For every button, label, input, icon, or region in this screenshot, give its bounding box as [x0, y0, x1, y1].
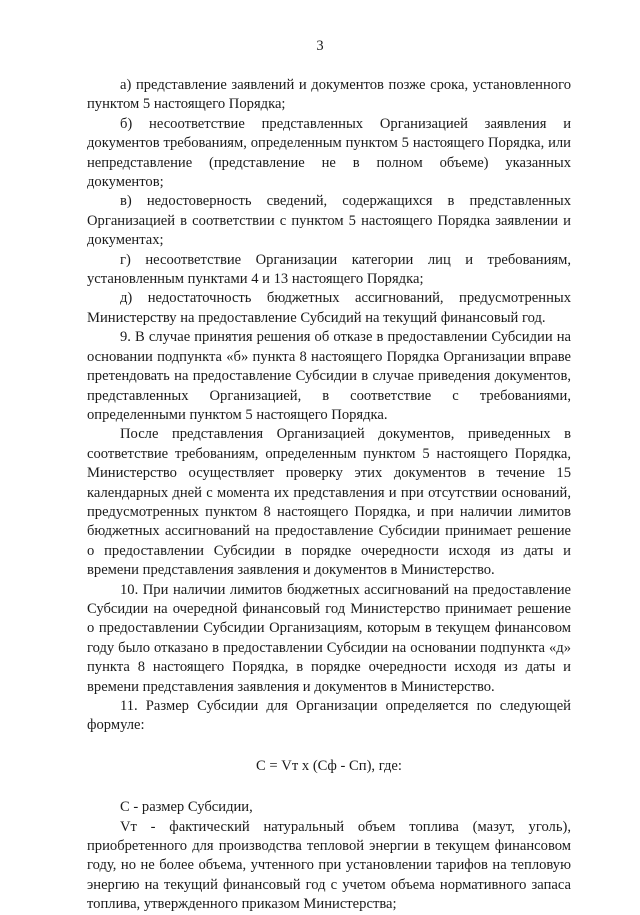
paragraph-d: д) недостаточность бюджетных ассигнований, предусмотренных Министерству на предоставление Субсидий на текущий финансовый год. — [87, 290, 571, 326]
page-number: 3 — [316, 38, 324, 54]
document-body — [87, 76, 571, 915]
paragraph-10: 10. При наличии лимитов бюджетных ассигнований на предоставление Субсидии на очередной финансовый год Министерство принимает решение о предоставлении Субсидии Организациям, которым в текущем финансовом году было отказано в предоставлении Субсидии на основании подпункта «д» пункта 8 настоящего Порядка, в порядке очередности исходя из даты и времени представления заявления и документов в Министерство. — [87, 581, 571, 695]
definition-vt: Vт - фактический натуральный объем топлива (мазут, уголь), приобретенного для производства тепловой энергии в текущем финансовом году, но не более объема, учтенного при установлении тарифов на тепловую энергию на текущий финансовый год с учетом объема нормативного запаса топлива, утвержденного приказом Министерства; — [87, 818, 571, 913]
paragraph-9-continued: После представления Организацией документов, приведенных в соответствие требованиям, определенным пунктом 5 настоящего Порядка, Министерство осуществляет проверку этих документов в течение 15 календарных дней с момента их представления и при отсутствии оснований, предусмотренных пунктом 8 настоящего Порядка, и при наличии лимитов бюджетных ассигнований на предоставление Субсидии принимает решение о предоставлении Субсидии в порядке очередности исходя из даты и времени представления заявления и документов в Министерство. — [87, 426, 571, 579]
paragraph-a: а) представление заявлений и документов позже срока, установленного пунктом 5 настоящего Порядка; — [87, 77, 571, 113]
paragraph-9: 9. В случае принятия решения об отказе в предоставлении Субсидии на основании подпункта «б» пункта 8 настоящего Порядка Организации вправе претендовать на предоставление Субсидии в случае приведения документов, представленных Организацией, в соответствие с требованиями, определенными пунктом 5 настоящего Порядка. — [87, 329, 571, 423]
paragraph-b: б) несоответствие представленных Организацией заявления и документов требованиям, определенным пунктом 5 настоящего Порядка, или непредставление (представление не в полном объеме) указанных документов; — [87, 115, 571, 191]
definition-c: С - размер Субсидии, — [120, 799, 253, 816]
subsidy-formula: С = Vт x (Сф - Сп), где: — [256, 757, 402, 774]
paragraph-v: в) недостоверность сведений, содержащихся в представленных Организацией в соответствии с пунктом 5 настоящего Порядка заявлении и документах; — [87, 193, 571, 249]
paragraph-g: г) несоответствие Организации категории лиц и требованиям, установленным пунктами 4 и 13 настоящего Порядка; — [87, 251, 571, 288]
paragraph-11: 11. Размер Субсидии для Организации определяется по следующей формуле: — [87, 698, 571, 734]
